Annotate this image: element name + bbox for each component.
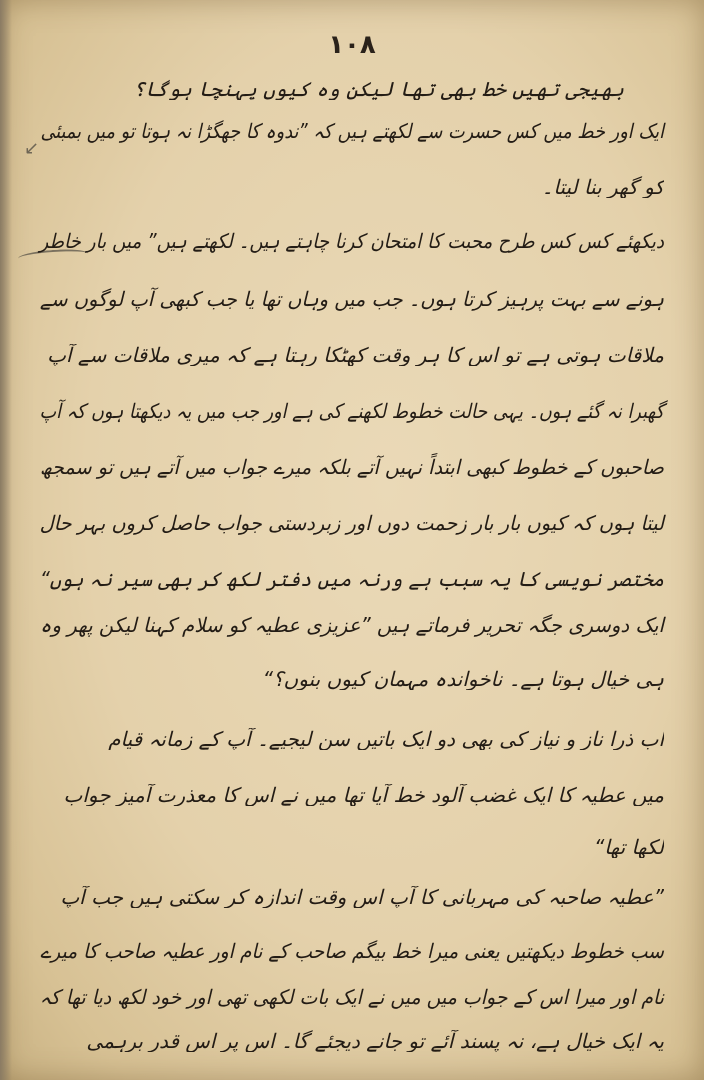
text-line-1: بھیجی تھیں خط بھی تھا لیکن وہ کیوں پہنچا ہوگا؟: [133, 78, 624, 100]
text-line-12: ہی خیال ہوتا ہے۔ ناخواندہ مہمان کیوں بنوں؟“: [262, 668, 664, 690]
page-number: ۱۰۸: [328, 30, 376, 60]
page-binding-shadow: [0, 0, 12, 1080]
text-line-7: گھبرا نہ گئے ہوں۔ یہی حالت خطوط لکھنے کی ہے اور جب میں یہ دیکھتا ہوں کہ آپ: [39, 399, 664, 423]
pencil-margin-tick: ↙: [24, 138, 40, 159]
text-line-15: لکھا تھا“: [593, 836, 664, 858]
text-line-10: مختصر نویسی کا یہ سبب ہے ورنہ میں دفتر لکھ کر بھی سیر نہ ہوں“: [39, 567, 664, 591]
text-line-13: اب ذرا ناز و نیاز کی بھی دو ایک باتیں سن لیجیے۔ آپ کے زمانہ قیام: [108, 728, 664, 750]
text-line-5: ہونے سے بہت پرہیز کرتا ہوں۔ جب میں وہاں تھا یا جب کبھی آپ لوگوں سے: [39, 287, 664, 311]
text-line-14: میں عطیہ کا ایک غضب آلود خط آیا تھا میں نے اس کا معذرت آمیز جواب: [63, 784, 664, 806]
text-line-6: ملاقات ہوتی ہے تو اس کا ہر وقت کھٹکا رہتا ہے کہ میری ملاقات سے آپ: [47, 344, 664, 366]
text-line-3: کو گھر بنا لیتا۔: [541, 176, 664, 198]
text-line-9: لیتا ہوں کہ کیوں بار بار زحمت دوں اور زبردستی جواب حاصل کروں بہر حال: [39, 511, 664, 535]
text-line-8: صاحبوں کے خطوط کبھی ابتداً نہیں آتے بلکہ میرے جواب میں آتے ہیں تو سمجھ: [39, 455, 664, 479]
text-line-2: ایک اور خط میں کس حسرت سے لکھتے ہیں کہ ”ندوہ کا جھگڑا نہ ہوتا تو میں بمبئی: [40, 119, 664, 143]
text-line-11: ایک دوسری جگہ تحریر فرماتے ہیں ”عزیزی عطیہ کو سلام کہنا لیکن پھر وہ: [39, 613, 665, 637]
text-line-4: دیکھئے کس کس طرح محبت کا امتحان کرنا چاہتے ہیں۔ لکھتے ہیں” میں بار خاطر: [39, 229, 664, 253]
text-line-17: سب خطوط دیکھتیں یعنی میرا خط بیگم صاحب کے نام اور عطیہ صاحب کا میرے: [40, 939, 665, 963]
text-line-18: نام اور میرا اس کے جواب میں میں نے ایک بات لکھی تھی اور خود لکھ دیا تھا کہ: [39, 985, 665, 1009]
text-line-16: ”عطیہ صاحبہ کی مہربانی کا آپ اس وقت اندازہ کر سکتی ہیں جب آپ: [60, 886, 664, 908]
text-line-19: یہ ایک خیال ہے، نہ پسند آئے تو جانے دیجئے گا۔ اس پر اس قدر برہمی: [86, 1030, 664, 1052]
